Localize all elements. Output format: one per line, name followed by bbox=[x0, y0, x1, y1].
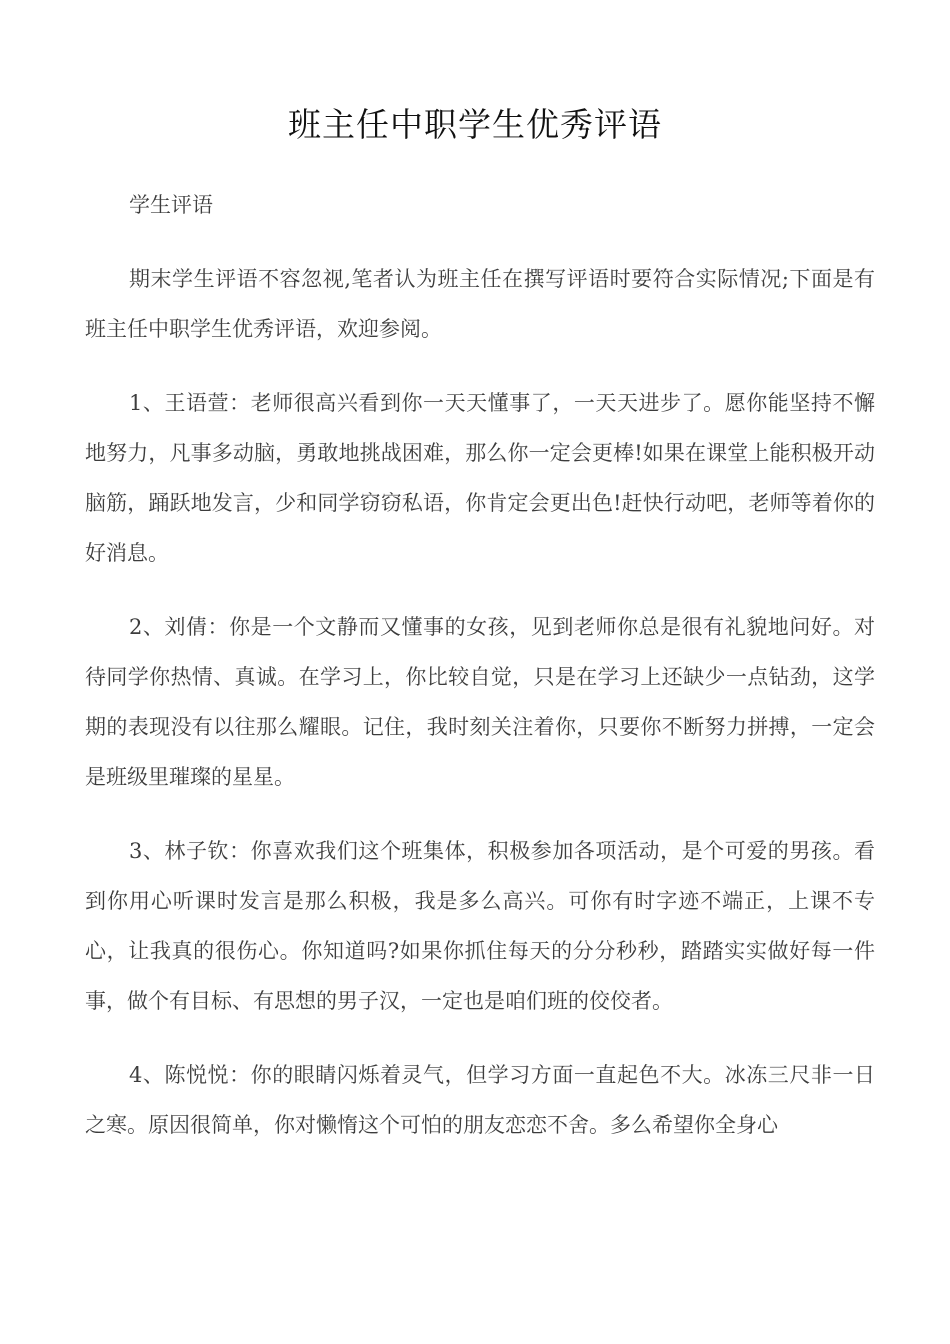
comment-paragraph-1: 1、王语萱：老师很高兴看到你一天天懂事了，一天天进步了。愿你能坚持不懈地努力，凡事多动脑，勇敢地挑战困难，那么你一定会更棒!如果在课堂上能积极开动脑筋，踊跃地发言，少和同学窃窃私语，你肯定会更出色!赶快行动吧，老师等着你的好消息。 bbox=[85, 391, 875, 565]
comment-paragraph-2: 2、刘倩：你是一个文静而又懂事的女孩，见到老师你总是很有礼貌地问好。对待同学你热情、真诚。在学习上，你比较自觉，只是在学习上还缺少一点钻劲，这学期的表现没有以往那么耀眼。记住，我时刻关注着你，只要你不断努力拼搏，一定会是班级里璀璨的星星。 bbox=[85, 615, 875, 789]
section-heading: 学生评语 bbox=[129, 193, 213, 217]
document-body bbox=[85, 180, 875, 1174]
comment-paragraph-3: 3、林子钦：你喜欢我们这个班集体，积极参加各项活动，是个可爱的男孩。看到你用心听课时发言是那么积极，我是多么高兴。可你有时字迹不端正，上课不专心，让我真的很伤心。你知道吗?如果你抓住每天的分分秒秒，踏踏实实做好每一件事，做个有目标、有思想的男子汉，一定也是咱们班的佼佼者。 bbox=[85, 839, 875, 1013]
comment-paragraph-4: 4、陈悦悦：你的眼睛闪烁着灵气，但学习方面一直起色不大。冰冻三尺非一日之寒。原因很简单，你对懒惰这个可怕的朋友恋恋不舍。多么希望你全身心 bbox=[85, 1063, 875, 1137]
document-title: 班主任中职学生优秀评语 bbox=[288, 105, 662, 144]
intro-paragraph: 期末学生评语不容忽视,笔者认为班主任在撰写评语时要符合实际情况;下面是有班主任中职学生优秀评语，欢迎参阅。 bbox=[85, 267, 875, 341]
